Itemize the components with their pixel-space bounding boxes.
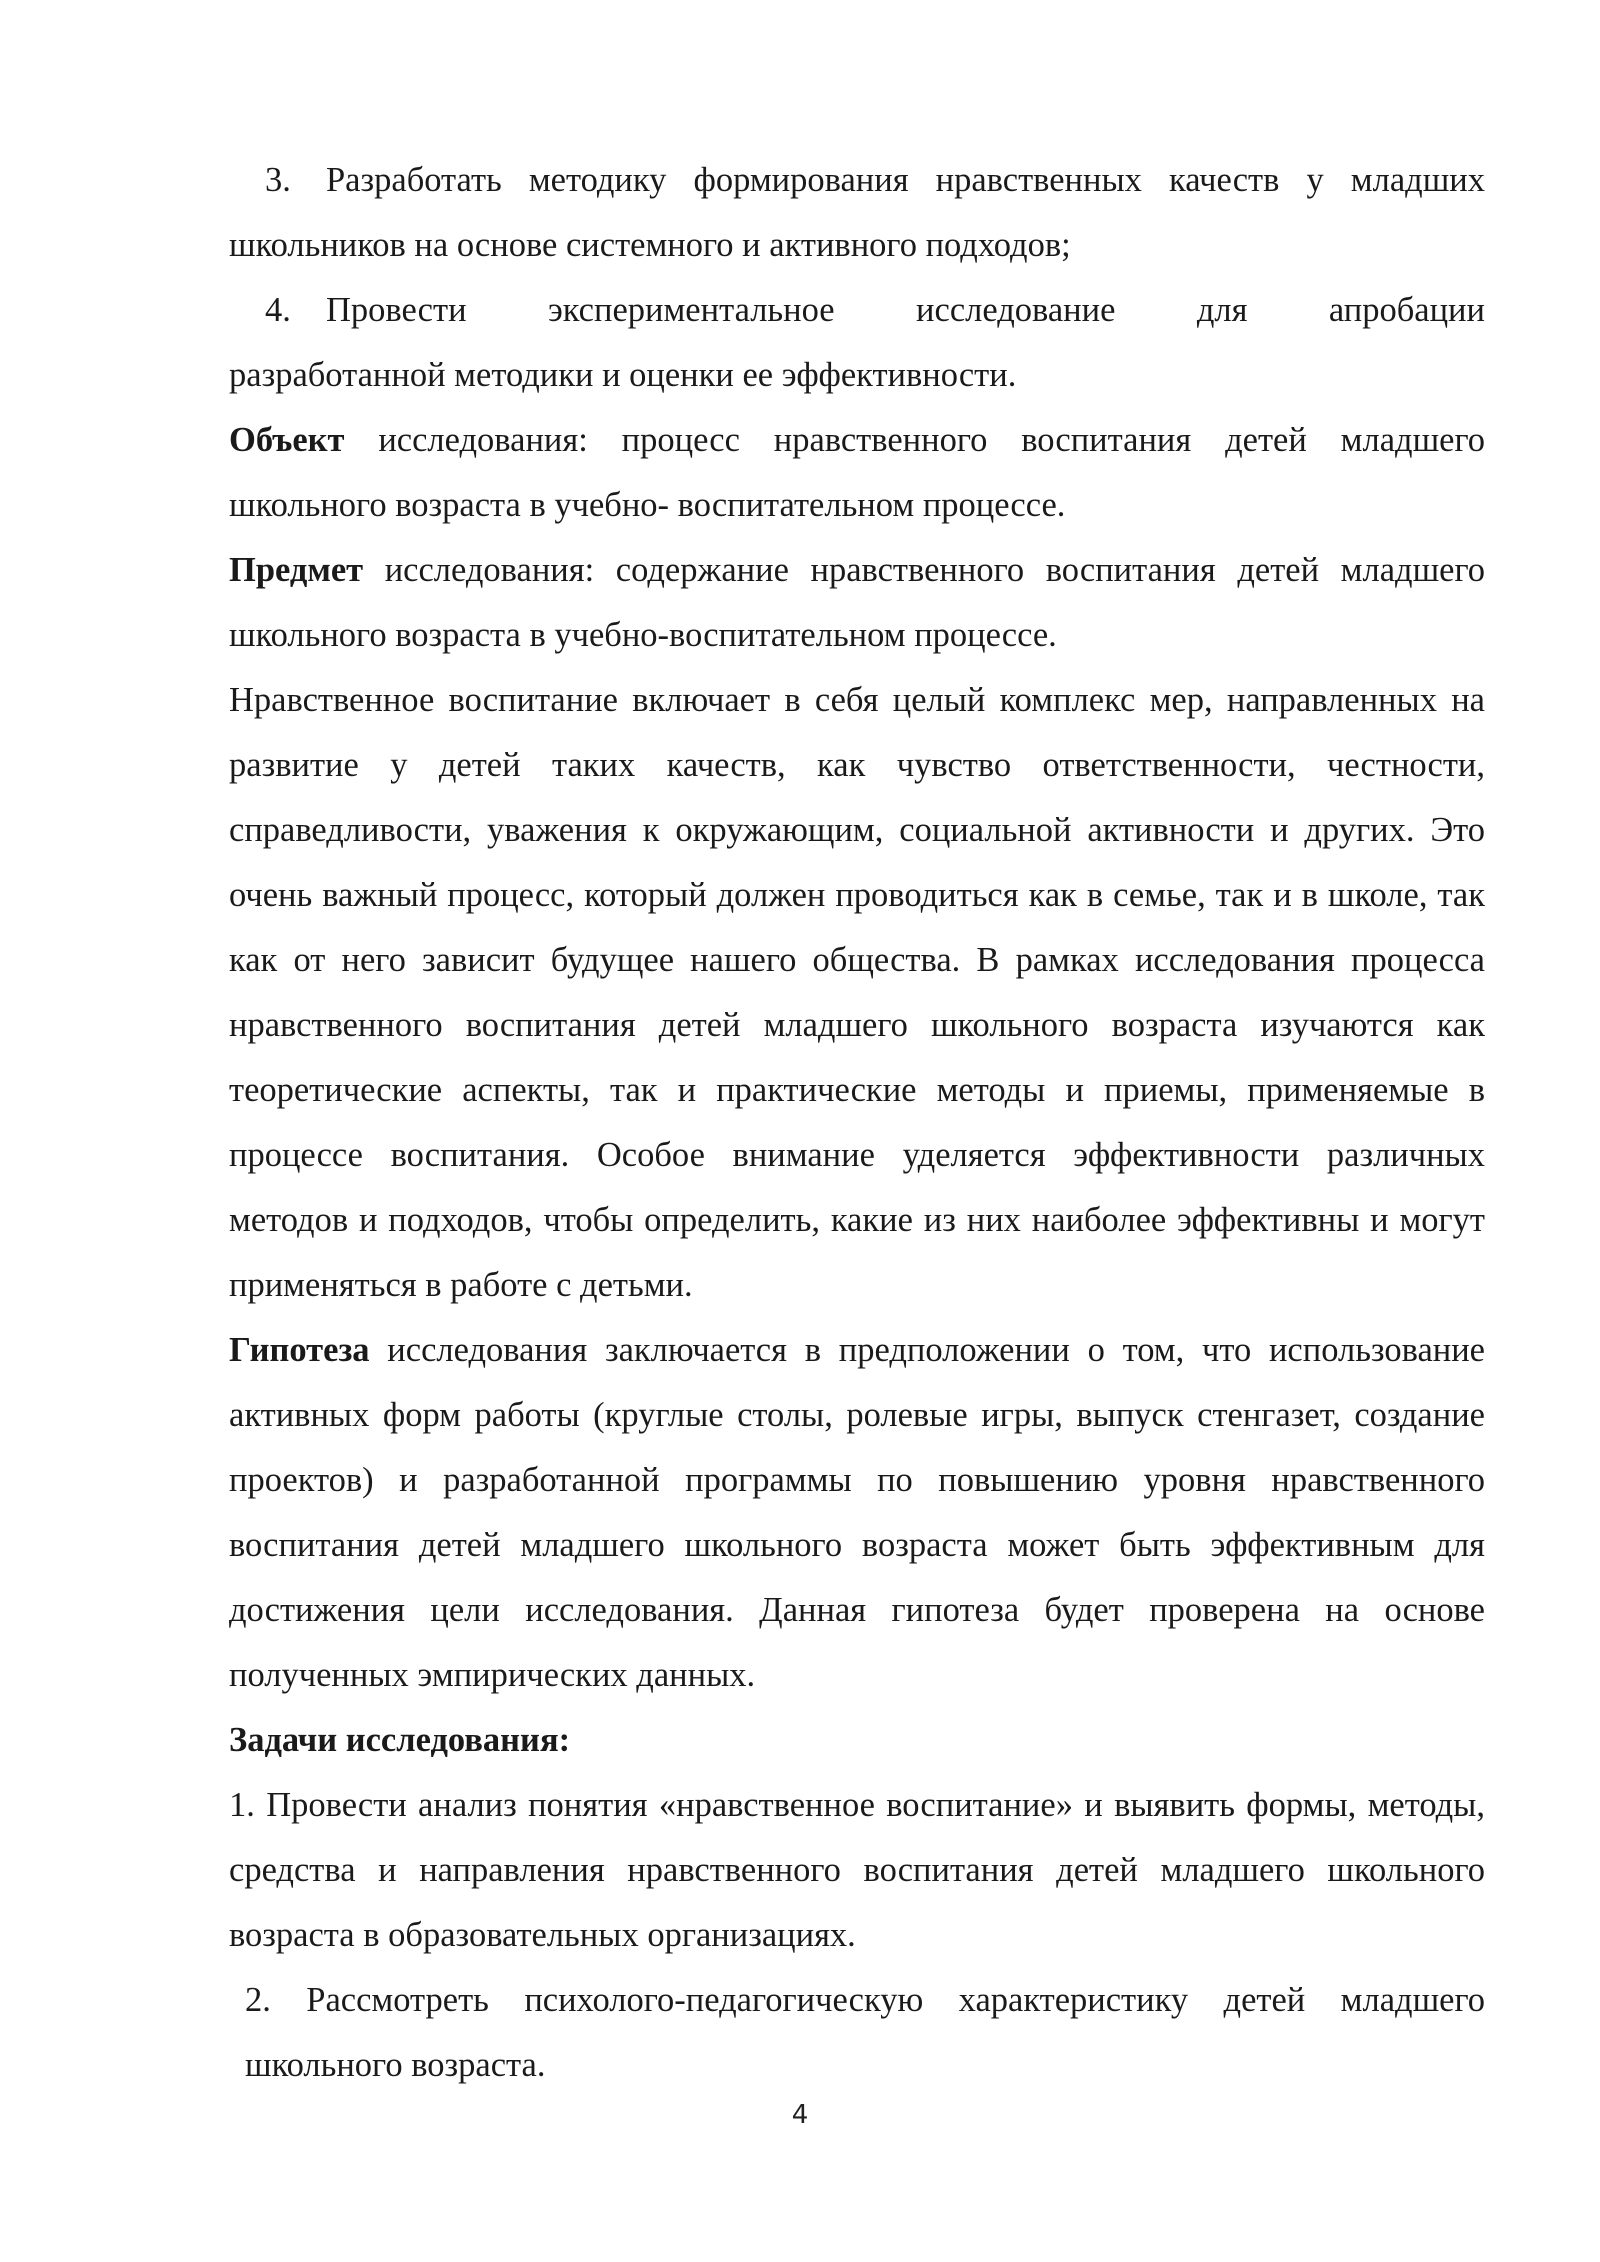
subject-text: исследования: содержание нравственного воспитания детей младшего школьного возраста в учебно-воспитательном процессе. — [229, 551, 1485, 654]
list-item-text: Провести экспериментальное исследование для апробации — [326, 291, 1485, 329]
list-item-continuation: разработанной методики и оценки ее эффективности. — [229, 356, 1017, 394]
list-number: 4. — [265, 291, 291, 329]
tasks-heading-text: Задачи исследования: — [229, 1721, 571, 1759]
list-item-3 — [229, 148, 1485, 213]
subject-label: Предмет — [229, 551, 364, 589]
object-text: исследования: процесс нравственного воспитания детей младшего школьного возраста в учебно- воспитательном процессе. — [229, 421, 1485, 524]
list-item-continuation: школьников на основе системного и активного подходов; — [229, 226, 1071, 264]
moral-education-paragraph: Нравственное воспитание включает в себя целый комплекс мер, направленных на развитие у детей таких качеств, как чувство ответственности, честности, справедливости, уважения к окружающим, социальной активности и других. Это очень важный процесс, который должен проводиться как в семье, так и в школе, так как от него зависит будущее нашего общества. В рамках исследования процесса нравственного воспитания детей младшего школьного возраста изучаются как теоретические аспекты, так и практические методы и приемы, применяемые в процессе воспитания. Особое внимание уделяется эффективности различных методов и подходов, чтобы определить, какие из них наиболее эффективны и могут применяться в работе с детьми. — [229, 681, 1485, 1304]
hypothesis-label: Гипотеза — [229, 1331, 370, 1369]
list-item-text: Разработать методику формирования нравственных качеств у младших — [326, 161, 1485, 199]
hypothesis-text: исследования заключается в предположении о том, что использование активных форм работы (круглые столы, ролевые игры, выпуск стенгазет, создание проектов) и разработанной программы по повышению уровня нравственного воспитания детей младшего школьного возраста может быть эффективным для достижения цели исследования. Данная гипотеза будет проверена на основе полученных эмпирических данных. — [229, 1331, 1485, 1694]
list-item-4 — [229, 278, 1485, 343]
task-1: 1. Провести анализ понятия «нравственное воспитание» и выявить формы, методы, средства и направления нравственного воспитания детей младшего школьного возраста в образовательных организациях. — [229, 1786, 1485, 1954]
subject-paragraph — [229, 538, 1485, 668]
document-page — [229, 148, 1485, 2098]
tasks-heading — [229, 1708, 1485, 1773]
object-paragraph — [229, 408, 1485, 538]
list-number: 3. — [265, 161, 291, 199]
object-label: Объект — [229, 421, 345, 459]
hypothesis-paragraph — [229, 1318, 1485, 1708]
page-number: 4 — [791, 2100, 809, 2130]
task-2: 2. Рассмотреть психолого-педагогическую характеристику детей младшего школьного возраста. — [245, 1981, 1485, 2084]
